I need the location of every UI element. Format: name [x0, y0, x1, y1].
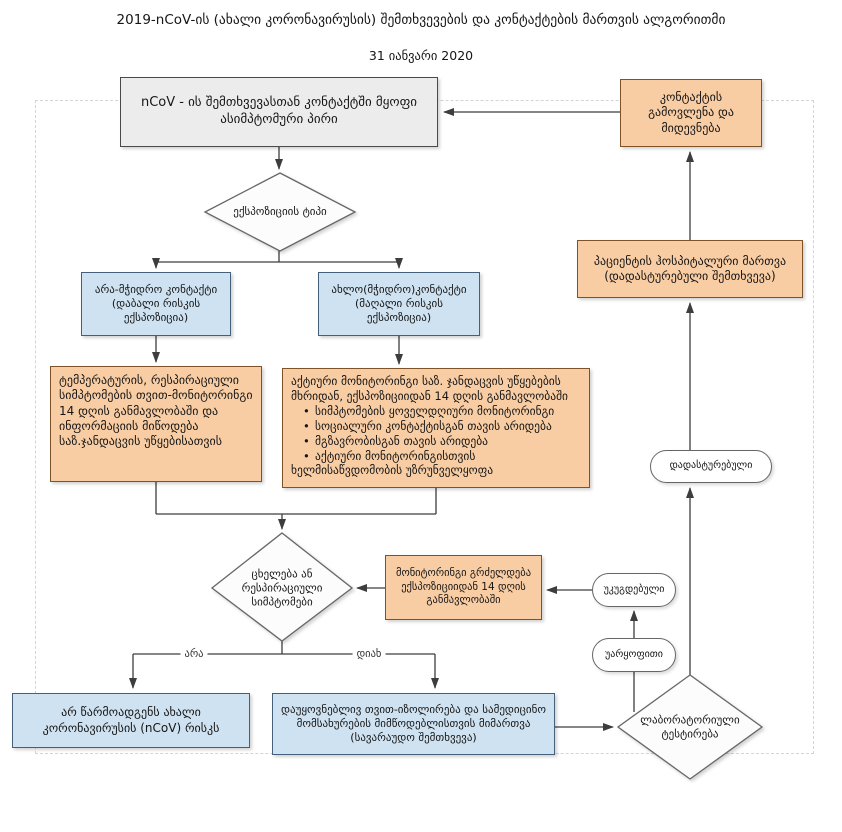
node-self-isolation: დაუყოვნებლივ თვით-იზოლირება და სამედიცინო მომსახურების მიმწოდებლისთვის მიმართვა (სავარაუდო შემთხვევა): [272, 693, 555, 755]
edge-label-yes: დიახ: [353, 648, 386, 660]
node-negative: უარყოფითი: [592, 638, 676, 672]
node-active-monitoring: [282, 368, 590, 488]
edge-symptoms-split: [133, 641, 435, 654]
node-non-close-contact: არა-მჭიდრო კონტაქტი (დაბალი რისკის ექსპოზიცია): [81, 272, 231, 336]
list-item: • სოციალური კონტაქტისგან თავის არიდება: [291, 419, 581, 434]
page-date: 31 იანვარი 2020: [368, 48, 474, 63]
node-asymptomatic-contact: nCoV - ის შემთხვევასთან კონტაქტში მყოფი ასიმპტომური პირი: [120, 77, 438, 147]
decision-fever-symptoms-label: ცხელება ან რესპირაციული სიმპტომები: [241, 567, 323, 608]
node-confirmed: დადასტურებული: [650, 450, 772, 483]
list-item: • აქტიური მონიტორინგისთვის ხელმისაწვდომობის უზრუნველყოფა: [291, 449, 581, 478]
edge-label-no: არა: [180, 648, 207, 660]
node-close-contact: ახლო(მჭიდრო)კონტაქტი (მაღალი რისკის ექსპოზიცია): [318, 272, 480, 336]
node-rejected: უკუგდებული: [592, 573, 676, 607]
decision-exposure-type-label: ექსპოზიციის ტიპი: [233, 205, 327, 219]
active-monitoring-intro: აქტიური მონიტორინგი საზ. ჯანდაცვის უწყებების მხრიდან, ექსპოზიციიდან 14 დღის განმავლობაში: [291, 374, 569, 403]
edge-exposure-split: [156, 251, 399, 262]
decision-lab-testing-label: ლაბორატორიული ტესტირება: [640, 713, 740, 740]
active-monitoring-list: [291, 404, 581, 478]
node-hospital-management: პაციენტის ჰოსპიტალური მართვა (დადასტურებული შემთხვევა): [577, 240, 803, 298]
node-monitoring-continues: მონიტორინგი გრძელდება ექსპოზიციიდან 14 დღის განმავლობაში: [385, 555, 542, 620]
list-item: • მგზავრობისგან თავის არიდება: [291, 434, 581, 449]
node-contact-tracing: კონტაქტის გამოვლენა და მიდევნება: [620, 79, 762, 147]
page-title: 2019-nCoV-ის (ახალი კორონავირუსის) შემთხვევების და კონტაქტების მართვის ალგორითმი: [116, 12, 726, 28]
node-self-monitoring: ტემპერატურის, რესპირაციული სიმპტომების თვით-მონიტორინგი 14 დღის განმავლობაში და ინფორმაციის მიწოდება საზ.ჯანდაცვის უწყებისათვის: [50, 366, 262, 482]
list-item: • სიმპტომების ყოველდღიური მონიტორინგი: [291, 404, 581, 419]
node-no-risk: არ წარმოადგენს ახალი კორონავირუსის (nCoV) რისკს: [12, 693, 250, 748]
